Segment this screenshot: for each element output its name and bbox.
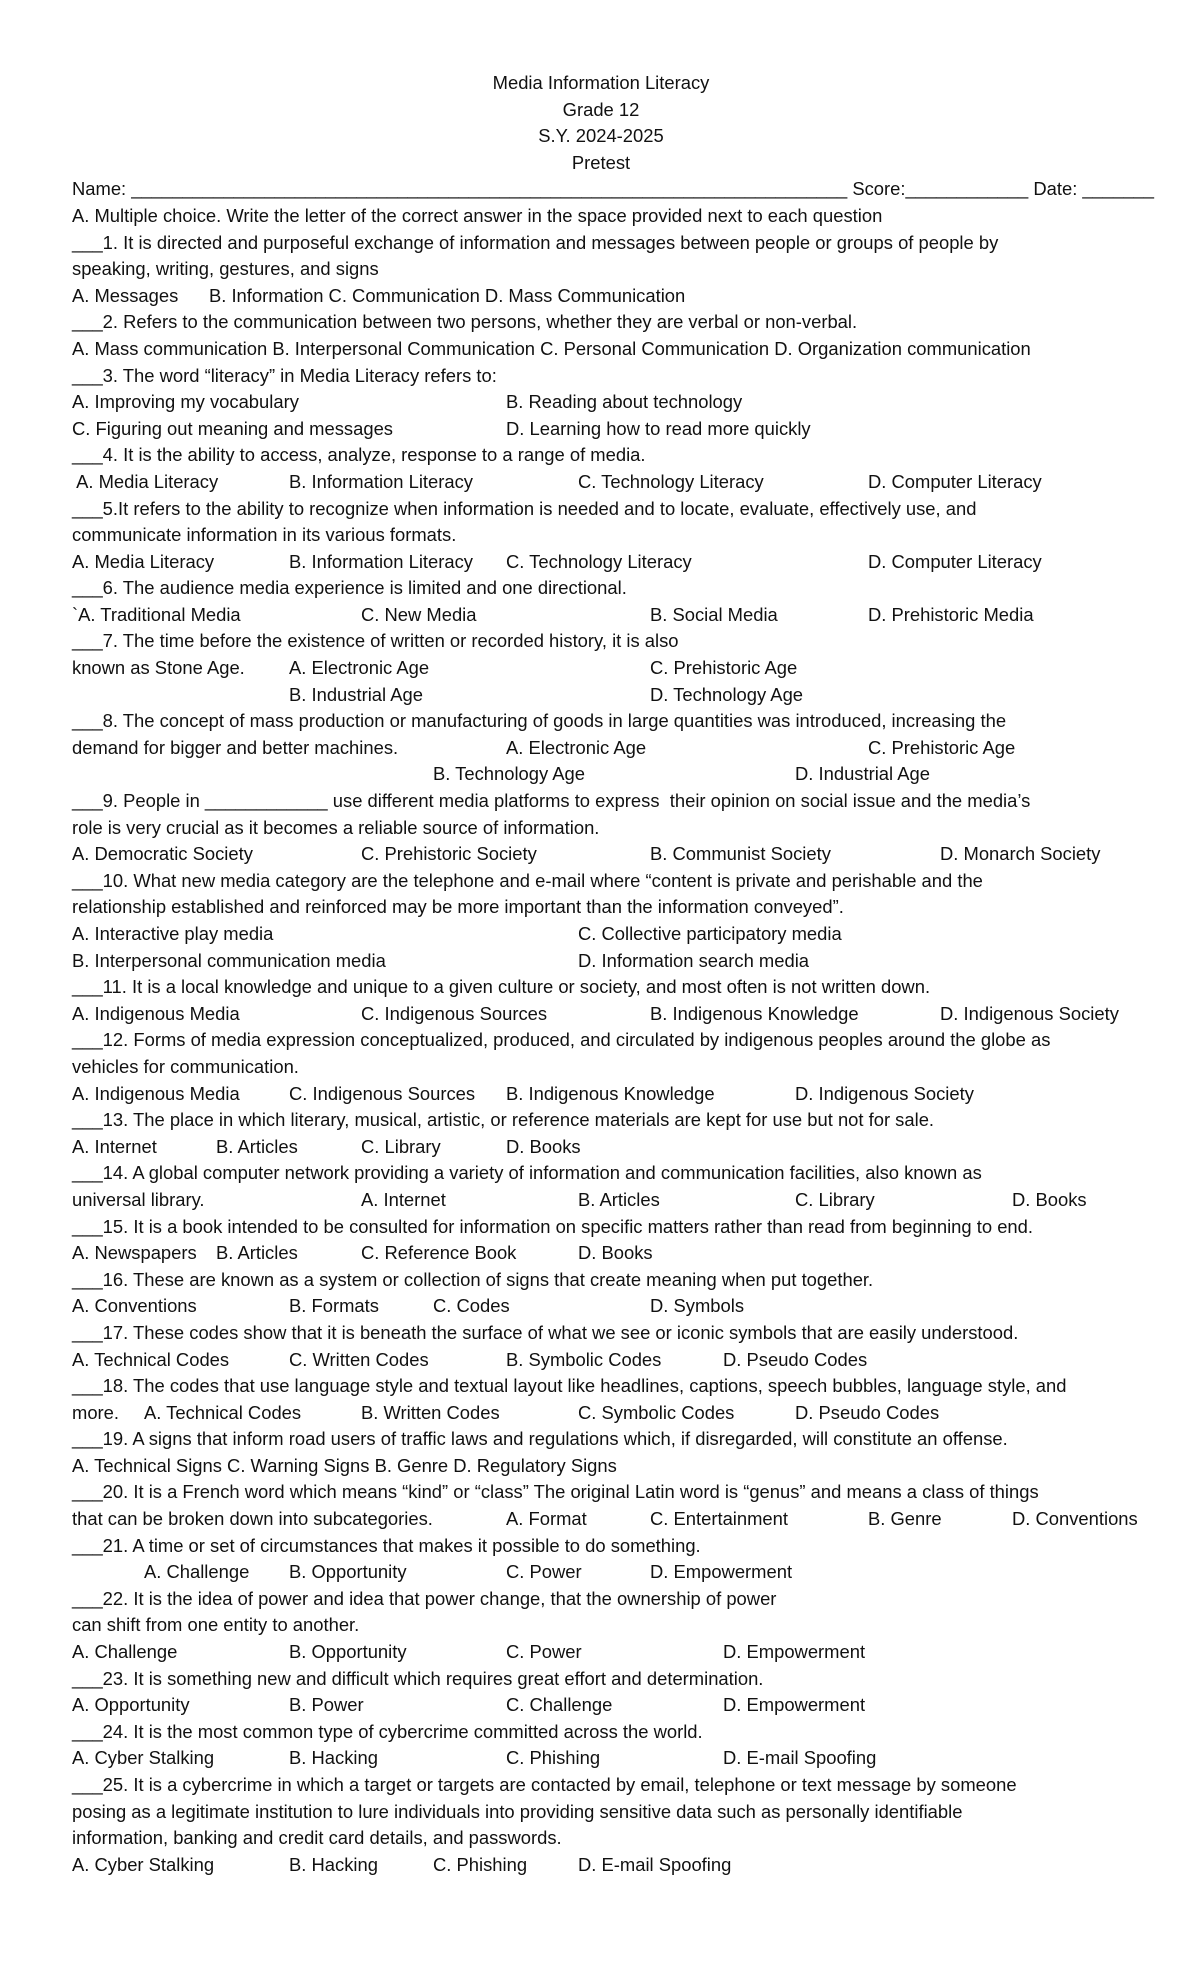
option-d: D. Indigenous Society bbox=[940, 1002, 1119, 1024]
option-d: D. Empowerment bbox=[723, 1641, 866, 1663]
option-d: D. Books bbox=[506, 1135, 581, 1157]
question-5-text: ___5.It refers to the ability to recognize when information is needed and to locate, evaluate, effectively use, and bbox=[72, 497, 977, 519]
option-b: B. Technology Age bbox=[433, 763, 586, 785]
question-4-text: ___4. It is the ability to access, analyze, response to a range of media. bbox=[72, 444, 646, 466]
question-5-options bbox=[72, 549, 1130, 576]
question-22-options bbox=[72, 1639, 1130, 1666]
option-c: C. Power bbox=[506, 1641, 582, 1663]
question-1-text: ___1. It is directed and purposeful exchange of information and messages between people or groups of people by bbox=[72, 231, 999, 253]
question-1-text-cont: speaking, writing, gestures, and signs bbox=[72, 258, 379, 280]
option-d: D. Pseudo Codes bbox=[795, 1401, 940, 1423]
option-d: D. E-mail Spoofing bbox=[723, 1747, 877, 1769]
option-d: D. Pseudo Codes bbox=[723, 1348, 868, 1370]
option-c: C. Prehistoric Age bbox=[868, 736, 1016, 758]
instruction-text: A. Multiple choice. Write the letter of the correct answer in the space provided next to each question bbox=[72, 204, 883, 226]
question-14-text-cont: universal library. bbox=[72, 1188, 205, 1210]
question-8-options-row-1 bbox=[72, 735, 1130, 762]
question-12-text: ___12. Forms of media expression conceptualized, produced, and circulated by indigenous peoples around the globe as bbox=[72, 1029, 1051, 1051]
option-a: A. Indigenous Media bbox=[72, 1002, 240, 1024]
option-d: D. Empowerment bbox=[650, 1561, 793, 1583]
option-b: B. Symbolic Codes bbox=[506, 1348, 662, 1370]
question-21-text: ___21. A time or set of circumstances that makes it possible to do something. bbox=[72, 1534, 701, 1556]
document-title: Media Information Literacy bbox=[492, 72, 710, 93]
option-c: C. Codes bbox=[433, 1295, 510, 1317]
question-25-text-cont-2: information, banking and credit card details, and passwords. bbox=[72, 1827, 562, 1849]
option-c: C. Written Codes bbox=[289, 1348, 429, 1370]
question-3-text: ___3. The word “literacy” in Media Literacy refers to: bbox=[72, 364, 497, 386]
option-a: A. Opportunity bbox=[72, 1694, 190, 1716]
option-a: `A. Traditional Media bbox=[72, 603, 241, 625]
question-8-text: ___8. The concept of mass production or manufacturing of goods in large quantities was introduced, increasing the bbox=[72, 710, 1007, 732]
option-a: A. Internet bbox=[361, 1188, 446, 1210]
option-c: C. Reference Book bbox=[361, 1242, 517, 1264]
option-d: D. Learning how to read more quickly bbox=[506, 417, 811, 439]
question-8-text-cont: demand for bigger and better machines. bbox=[72, 736, 399, 758]
option-a: A. Technical Codes bbox=[72, 1348, 230, 1370]
option-c: C. Phishing bbox=[433, 1853, 528, 1875]
option-c: C. Library bbox=[795, 1188, 875, 1210]
option-a: A. Electronic Age bbox=[289, 657, 430, 679]
option-d: D. Monarch Society bbox=[940, 843, 1101, 865]
option-c: C. Technology Literacy bbox=[578, 470, 764, 492]
option-d: D. E-mail Spoofing bbox=[578, 1853, 732, 1875]
question-16-text: ___16. These are known as a system or collection of signs that create meaning when put together. bbox=[72, 1268, 874, 1290]
option-c: C. Collective participatory media bbox=[578, 923, 842, 944]
option-b: B. Opportunity bbox=[289, 1561, 407, 1583]
grade-label: Grade 12 bbox=[562, 98, 640, 120]
option-b: B. Articles bbox=[216, 1242, 298, 1264]
question-16-options bbox=[72, 1293, 1130, 1320]
question-11-options bbox=[72, 1001, 1130, 1028]
option-c: C. Technology Literacy bbox=[506, 550, 692, 572]
question-7-options-row-2 bbox=[72, 682, 1130, 709]
option-d: D. Indigenous Society bbox=[795, 1082, 974, 1104]
question-3-options-row-2 bbox=[72, 416, 1130, 443]
option-c: C. Indigenous Sources bbox=[361, 1002, 548, 1024]
option-c: C. Phishing bbox=[506, 1747, 601, 1769]
option-b: B. Information Literacy bbox=[289, 470, 473, 492]
option-a: A. Newspapers bbox=[72, 1242, 197, 1264]
option-c: C. New Media bbox=[361, 603, 477, 625]
question-20-text-cont: that can be broken down into subcategories. bbox=[72, 1508, 433, 1530]
option-d: D. Prehistoric Media bbox=[868, 603, 1034, 625]
option-d: D. Symbols bbox=[650, 1295, 745, 1317]
question-4-options bbox=[72, 469, 1130, 496]
question-24-options bbox=[72, 1745, 1130, 1772]
question-18-options bbox=[72, 1400, 1130, 1427]
option-d: D. Books bbox=[1012, 1188, 1087, 1210]
question-13-text: ___13. The place in which literary, musical, artistic, or reference materials are kept for use but not for sale. bbox=[72, 1109, 935, 1131]
question-13-options bbox=[72, 1134, 1130, 1161]
question-6-text: ___6. The audience media experience is limited and one directional. bbox=[72, 577, 627, 599]
option-b: B. Articles bbox=[216, 1135, 298, 1157]
question-3-options-row-1 bbox=[72, 389, 1130, 416]
question-10-options-row-2 bbox=[72, 948, 1130, 975]
option-a: A. Challenge bbox=[144, 1561, 250, 1583]
question-7-options-row-1 bbox=[72, 655, 1130, 682]
question-22-text: ___22. It is the idea of power and idea that power change, that the ownership of power bbox=[72, 1587, 777, 1609]
option-b: B. Power bbox=[289, 1694, 364, 1716]
question-14-options bbox=[72, 1187, 1130, 1214]
option-a: A. Media Literacy bbox=[72, 550, 215, 572]
option-a: A. Media Literacy bbox=[72, 470, 219, 492]
question-25-text-cont: posing as a legitimate institution to lure individuals into providing sensitive data such as personally identifiable bbox=[72, 1800, 963, 1822]
question-25-text: ___25. It is a cybercrime in which a target or targets are contacted by email, telephone or text message by someone bbox=[72, 1774, 1017, 1795]
question-19-options: A. Technical Signs C. Warning Signs B. Genre D. Regulatory Signs bbox=[72, 1454, 617, 1476]
option-a: A. Internet bbox=[72, 1135, 157, 1157]
question-21-options bbox=[72, 1559, 1130, 1586]
option-b: B. Social Media bbox=[650, 603, 778, 625]
option-b: B. Reading about technology bbox=[506, 391, 743, 413]
option-b: B. Genre bbox=[868, 1508, 942, 1530]
option-b: B. Hacking bbox=[289, 1747, 378, 1769]
option-b: B. Opportunity bbox=[289, 1641, 407, 1663]
question-10-text-cont: relationship established and reinforced may be more important than the information conveyed”. bbox=[72, 896, 844, 918]
option-b: B. Interpersonal communication media bbox=[72, 949, 386, 971]
option-b: B. Industrial Age bbox=[289, 683, 423, 705]
option-d: D. Conventions bbox=[1012, 1508, 1138, 1530]
option-a: A. Technical Codes bbox=[144, 1401, 302, 1423]
question-2-text: ___2. Refers to the communication between two persons, whether they are verbal or non-verbal. bbox=[72, 311, 858, 333]
option-a: A. Improving my vocabulary bbox=[72, 391, 299, 413]
option-a: A. Cyber Stalking bbox=[72, 1853, 215, 1875]
option-c: C. Prehistoric Society bbox=[361, 843, 537, 865]
option-a: A. Challenge bbox=[72, 1641, 178, 1663]
option-c: C. Figuring out meaning and messages bbox=[72, 417, 393, 439]
question-25-options bbox=[72, 1852, 1130, 1879]
question-9-text-cont: role is very crucial as it becomes a reliable source of information. bbox=[72, 816, 600, 838]
option-d: D. Empowerment bbox=[723, 1694, 866, 1716]
question-17-options bbox=[72, 1347, 1130, 1374]
option-a: A. Interactive play media bbox=[72, 923, 274, 944]
option-a: A. Indigenous Media bbox=[72, 1082, 240, 1104]
option-c: C. Indigenous Sources bbox=[289, 1082, 476, 1104]
option-d: D. Technology Age bbox=[650, 683, 804, 705]
school-year-label: S.Y. 2024-2025 bbox=[538, 125, 664, 147]
question-9-options bbox=[72, 841, 1130, 868]
option-a: A. Format bbox=[506, 1508, 587, 1530]
question-7-text-cont: known as Stone Age. bbox=[72, 657, 245, 679]
option-c: C. Entertainment bbox=[650, 1508, 788, 1530]
question-15-text: ___15. It is a book intended to be consulted for information on specific matters rather than read from beginning to end. bbox=[72, 1215, 1033, 1237]
name-score-date-line: Name: ______________________________________________________________________ Score:____________ Date: _______ bbox=[72, 178, 1155, 200]
option-c: C. Power bbox=[506, 1561, 582, 1583]
option-d: D. Books bbox=[578, 1242, 653, 1264]
question-18-text-cont: more. bbox=[72, 1401, 120, 1423]
option-a: A. Democratic Society bbox=[72, 843, 253, 865]
question-5-text-cont: communicate information in its various formats. bbox=[72, 524, 457, 546]
option-c: C. Challenge bbox=[506, 1694, 613, 1716]
question-15-options bbox=[72, 1240, 1130, 1267]
option-d: D. Computer Literacy bbox=[868, 550, 1042, 572]
option-a: A. Conventions bbox=[72, 1295, 197, 1317]
question-12-options bbox=[72, 1081, 1130, 1108]
question-8-options-row-2 bbox=[72, 761, 1130, 788]
option-b: B. Communist Society bbox=[650, 843, 831, 865]
option-b: B. Hacking bbox=[289, 1853, 378, 1875]
option-a: A. Electronic Age bbox=[506, 736, 647, 758]
option-d: D. Information search media bbox=[578, 949, 810, 971]
question-6-options bbox=[72, 602, 1130, 629]
question-12-text-cont: vehicles for communication. bbox=[72, 1055, 299, 1077]
option-d: D. Computer Literacy bbox=[868, 470, 1042, 492]
option-b: B. Indigenous Knowledge bbox=[650, 1002, 859, 1024]
question-11-text: ___11. It is a local knowledge and unique to a given culture or society, and most often is not written down. bbox=[72, 976, 931, 998]
question-14-text: ___14. A global computer network providing a variety of information and communication facilities, also known as bbox=[72, 1162, 982, 1184]
option-c: C. Symbolic Codes bbox=[578, 1401, 735, 1423]
option-a: A. Cyber Stalking bbox=[72, 1747, 215, 1769]
option-b: B. Written Codes bbox=[361, 1401, 500, 1423]
option-b: B. Indigenous Knowledge bbox=[506, 1082, 715, 1104]
question-23-options bbox=[72, 1692, 1130, 1719]
option-b: B. Formats bbox=[289, 1295, 379, 1317]
question-20-options bbox=[72, 1506, 1138, 1533]
document-header bbox=[72, 70, 1130, 176]
question-2-options: A. Mass communication B. Interpersonal Communication C. Personal Communication D. Organization communication bbox=[72, 337, 1031, 359]
question-17-text: ___17. These codes show that it is beneath the surface of what we see or iconic symbols that are easily understood. bbox=[72, 1321, 1019, 1343]
question-10-text: ___10. What new media category are the telephone and e-mail where “content is private and perishable and the bbox=[72, 869, 983, 891]
question-9-text: ___9. People in ____________ use different media platforms to express their opinion on social issue and the media’s bbox=[72, 790, 1031, 812]
option-c: C. Prehistoric Age bbox=[650, 657, 798, 679]
question-22-text-cont: can shift from one entity to another. bbox=[72, 1614, 360, 1636]
option-b: B. Information Literacy bbox=[289, 550, 473, 572]
option-d: D. Industrial Age bbox=[795, 763, 930, 785]
test-type-label: Pretest bbox=[571, 151, 631, 173]
option-c: C. Library bbox=[361, 1135, 441, 1157]
question-24-text: ___24. It is the most common type of cybercrime committed across the world. bbox=[72, 1720, 703, 1742]
question-18-text: ___18. The codes that use language style and textual layout like headlines, captions, speech bubbles, language style, and bbox=[72, 1375, 1067, 1397]
question-19-text: ___19. A signs that inform road users of traffic laws and regulations which, if disregarded, will constitute an offense. bbox=[72, 1428, 1008, 1450]
option-b: B. Articles bbox=[578, 1188, 660, 1210]
question-7-text: ___7. The time before the existence of written or recorded history, it is also bbox=[72, 630, 679, 652]
question-23-text: ___23. It is something new and difficult which requires great effort and determination. bbox=[72, 1667, 764, 1689]
question-1-options: A. Messages B. Information C. Communication D. Mass Communication bbox=[72, 284, 686, 306]
question-10-options-row-1 bbox=[72, 921, 1130, 948]
question-20-text: ___20. It is a French word which means “kind” or “class” The original Latin word is “genus” and means a class of things bbox=[72, 1481, 1039, 1503]
